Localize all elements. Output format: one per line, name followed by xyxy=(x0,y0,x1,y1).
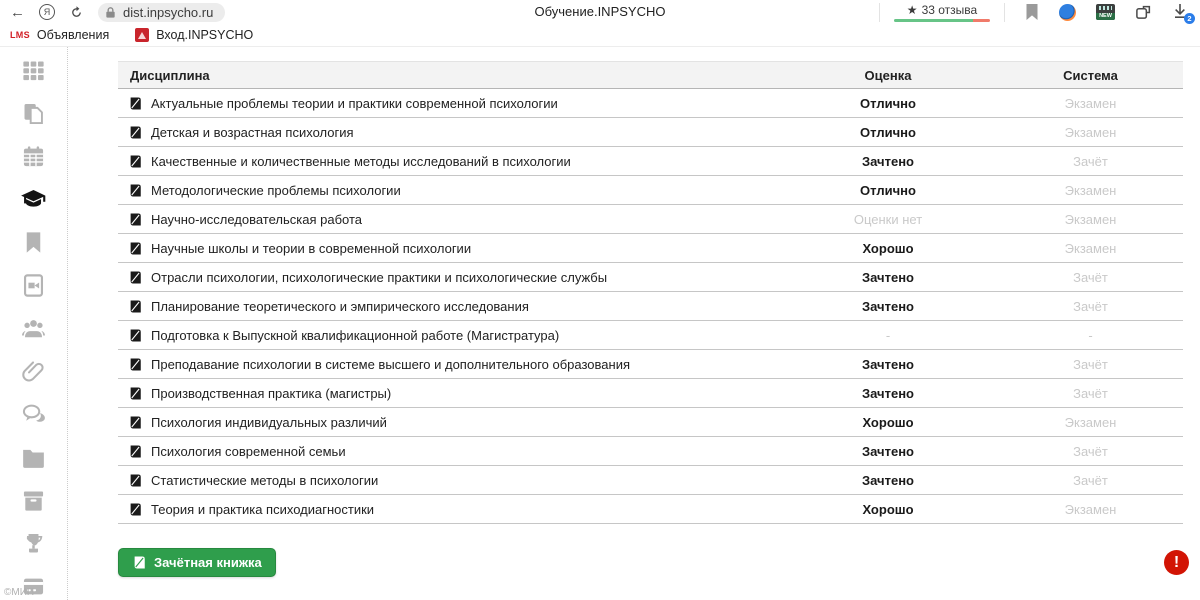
system-cell: Экзамен xyxy=(1064,501,1117,517)
table-row[interactable] xyxy=(118,234,1183,263)
grade-cell: - xyxy=(885,327,891,343)
table-row[interactable] xyxy=(118,321,1183,350)
system-cell: Зачёт xyxy=(1073,356,1108,372)
col-header-discipline: Дисциплина xyxy=(130,67,210,83)
discipline-cell xyxy=(118,386,778,401)
attachments-paperclip-icon xyxy=(20,358,47,385)
discipline-name: Психология современной семьи xyxy=(151,443,346,459)
grade-cell: Зачтено xyxy=(862,385,914,401)
discipline-cell xyxy=(118,357,778,372)
grade-cell: Хорошо xyxy=(862,414,914,430)
gradebook-button-label: Зачётная книжка xyxy=(154,555,262,570)
sidebar-item-documents-icon[interactable] xyxy=(20,100,47,127)
sidebar-item-archive-icon[interactable] xyxy=(20,487,47,514)
discipline-cell xyxy=(118,96,778,111)
grade-cell: Зачтено xyxy=(862,153,914,169)
table-row[interactable] xyxy=(118,466,1183,495)
grade-cell: Зачтено xyxy=(862,443,914,459)
discipline-cell xyxy=(118,241,778,256)
system-cell: Зачёт xyxy=(1073,298,1108,314)
mip-favicon xyxy=(135,28,149,42)
discipline-name: Преподавание психологии в системе высшего и дополнительного образования xyxy=(151,356,630,372)
book-icon xyxy=(128,328,143,343)
book-icon xyxy=(128,473,143,488)
system-cell: Зачёт xyxy=(1073,269,1108,285)
book-icon xyxy=(128,415,143,430)
profile-avatar-icon[interactable] xyxy=(1059,4,1076,21)
browser-toolbar xyxy=(0,0,1200,24)
bookmark-icon xyxy=(20,229,47,256)
book-icon xyxy=(128,125,143,140)
grade-cell: Хорошо xyxy=(862,240,914,256)
discipline-name: Теория и практика психодиагностики xyxy=(151,501,375,517)
sidebar-item-messages-chat-icon[interactable] xyxy=(20,401,47,428)
system-cell: Экзамен xyxy=(1064,414,1117,430)
table-header-row xyxy=(118,61,1183,89)
sidebar-item-video-lessons-icon[interactable] xyxy=(20,272,47,299)
grade-cell: Хорошо xyxy=(862,501,914,517)
downloads-button[interactable] xyxy=(1172,3,1190,21)
discipline-cell xyxy=(118,125,778,140)
discipline-cell xyxy=(118,183,778,198)
discipline-name: Психология индивидуальных различий xyxy=(151,414,387,430)
table-row[interactable] xyxy=(118,263,1183,292)
discipline-cell xyxy=(118,502,778,517)
star-icon: ★ xyxy=(906,2,918,17)
page-title: Обучение.INPSYCHO xyxy=(534,4,666,19)
sidebar-item-folders-icon[interactable] xyxy=(20,444,47,471)
sidebar-item-users-icon[interactable] xyxy=(20,315,47,342)
book-icon xyxy=(128,386,143,401)
table-row[interactable] xyxy=(118,118,1183,147)
achievements-trophy-icon xyxy=(20,530,47,557)
system-cell: - xyxy=(1088,327,1093,343)
book-icon xyxy=(128,241,143,256)
system-cell: Экзамен xyxy=(1064,124,1117,140)
users-icon xyxy=(20,315,47,342)
grade-cell: Отлично xyxy=(860,95,916,111)
sidebar-nav xyxy=(0,47,68,600)
new-extension-icon[interactable]: NEW xyxy=(1096,4,1115,20)
sidebar-item-courses-graduation-cap-icon[interactable] xyxy=(20,186,47,213)
documents-icon xyxy=(20,100,47,127)
courses-graduation-cap-icon xyxy=(20,186,47,213)
discipline-name: Подготовка к Выпускной квалификационной работе (Магистратура) xyxy=(151,327,560,343)
col-header-system: Система xyxy=(1063,67,1118,83)
table-row[interactable] xyxy=(118,408,1183,437)
grade-cell: Отлично xyxy=(860,124,916,140)
alert-icon[interactable]: ! xyxy=(1164,550,1189,575)
bookmark-flag-icon[interactable] xyxy=(1025,4,1039,20)
system-cell: Экзамен xyxy=(1064,95,1117,111)
discipline-name: Статистические методы в психологии xyxy=(151,472,379,488)
bookmark-announcements[interactable] xyxy=(10,28,109,42)
discipline-name: Методологические проблемы психологии xyxy=(151,182,401,198)
sidebar-item-attachments-paperclip-icon[interactable] xyxy=(20,358,47,385)
book-icon xyxy=(128,96,143,111)
yandex-browser-icon[interactable]: Я xyxy=(39,4,55,20)
table-row[interactable] xyxy=(118,379,1183,408)
sidebar-item-calendar-icon[interactable] xyxy=(20,143,47,170)
grade-cell: Отлично xyxy=(860,182,916,198)
table-row[interactable] xyxy=(118,437,1183,466)
rating-label: 33 отзыва xyxy=(921,2,978,17)
toolbar-right xyxy=(879,3,1190,22)
table-footer xyxy=(118,548,1183,577)
book-icon xyxy=(128,357,143,372)
discipline-name: Качественные и количественные методы исследований в психологии xyxy=(151,153,571,169)
table-row[interactable] xyxy=(118,176,1183,205)
system-cell: Зачёт xyxy=(1073,443,1108,459)
discipline-cell xyxy=(118,444,778,459)
apps-grid-icon xyxy=(20,57,47,84)
system-cell: Экзамен xyxy=(1064,240,1117,256)
discipline-name: Планирование теоретического и эмпирического исследования xyxy=(151,298,529,314)
discipline-cell xyxy=(118,270,778,285)
bookmark-login-inpsycho[interactable] xyxy=(135,28,253,42)
table-row[interactable] xyxy=(118,89,1183,118)
rating-bar xyxy=(894,19,990,22)
extension-icon[interactable] xyxy=(1135,4,1152,21)
sidebar-item-apps-grid-icon[interactable] xyxy=(20,57,47,84)
discipline-cell xyxy=(118,328,778,343)
main-area xyxy=(0,47,1200,600)
grade-cell: Зачтено xyxy=(862,472,914,488)
table-row[interactable] xyxy=(118,495,1183,524)
site-rating[interactable] xyxy=(879,3,1005,22)
discipline-cell xyxy=(118,212,778,227)
grade-cell: Оценки нет xyxy=(853,211,923,227)
book-icon xyxy=(128,270,143,285)
grade-cell: Зачтено xyxy=(862,298,914,314)
messages-chat-icon xyxy=(20,401,47,428)
system-cell: Зачёт xyxy=(1073,472,1108,488)
bookmark-label: Объявления xyxy=(36,28,110,42)
downloads-count-badge: 2 xyxy=(1184,13,1195,24)
content-area xyxy=(68,47,1200,600)
discipline-cell xyxy=(118,154,778,169)
book-icon xyxy=(128,154,143,169)
book-icon xyxy=(128,299,143,314)
table-row[interactable] xyxy=(118,205,1183,234)
table-row[interactable] xyxy=(118,350,1183,379)
col-header-grade: Оценка xyxy=(864,67,912,83)
discipline-name: Отрасли психологии, психологические практики и психологические службы xyxy=(151,269,608,285)
folders-icon xyxy=(20,444,47,471)
discipline-cell xyxy=(118,473,778,488)
book-icon xyxy=(128,502,143,517)
system-cell: Экзамен xyxy=(1064,182,1117,198)
sidebar-item-achievements-trophy-icon[interactable] xyxy=(20,530,47,557)
refresh-icon[interactable] xyxy=(69,5,84,20)
system-cell: Зачёт xyxy=(1073,153,1108,169)
discipline-name: Научно-исследовательская работа xyxy=(151,211,363,227)
calendar-icon xyxy=(20,143,47,170)
book-icon xyxy=(128,212,143,227)
archive-icon xyxy=(20,487,47,514)
book-icon xyxy=(132,555,147,570)
discipline-name: Производственная практика (магистры) xyxy=(151,385,392,401)
book-icon xyxy=(128,183,143,198)
system-cell: Экзамен xyxy=(1064,211,1117,227)
grades-table xyxy=(118,61,1183,524)
address-bar[interactable] xyxy=(98,3,225,22)
bookmarks-bar xyxy=(0,24,1200,47)
table-row[interactable] xyxy=(118,147,1183,176)
discipline-name: Актуальные проблемы теории и практики современной психологии xyxy=(151,95,558,111)
lms-favicon: LMS xyxy=(10,30,30,40)
book-icon xyxy=(128,444,143,459)
lock-icon xyxy=(104,6,117,19)
system-cell: Зачёт xyxy=(1073,385,1108,401)
footer-copyright: ©МИП xyxy=(4,587,35,598)
discipline-cell xyxy=(118,415,778,430)
discipline-name: Научные школы и теории в современной психологии xyxy=(151,240,472,256)
video-lessons-icon xyxy=(20,272,47,299)
grade-cell: Зачтено xyxy=(862,269,914,285)
discipline-cell xyxy=(118,299,778,314)
table-row[interactable] xyxy=(118,292,1183,321)
sidebar-item-bookmark-icon[interactable] xyxy=(20,229,47,256)
gradebook-button[interactable] xyxy=(118,548,276,577)
grade-cell: Зачтено xyxy=(862,356,914,372)
back-icon[interactable]: ← xyxy=(10,3,25,21)
url-text: dist.inpsycho.ru xyxy=(123,4,214,20)
discipline-name: Детская и возрастная психология xyxy=(151,124,354,140)
bookmark-label: Вход.INPSYCHO xyxy=(156,28,254,42)
